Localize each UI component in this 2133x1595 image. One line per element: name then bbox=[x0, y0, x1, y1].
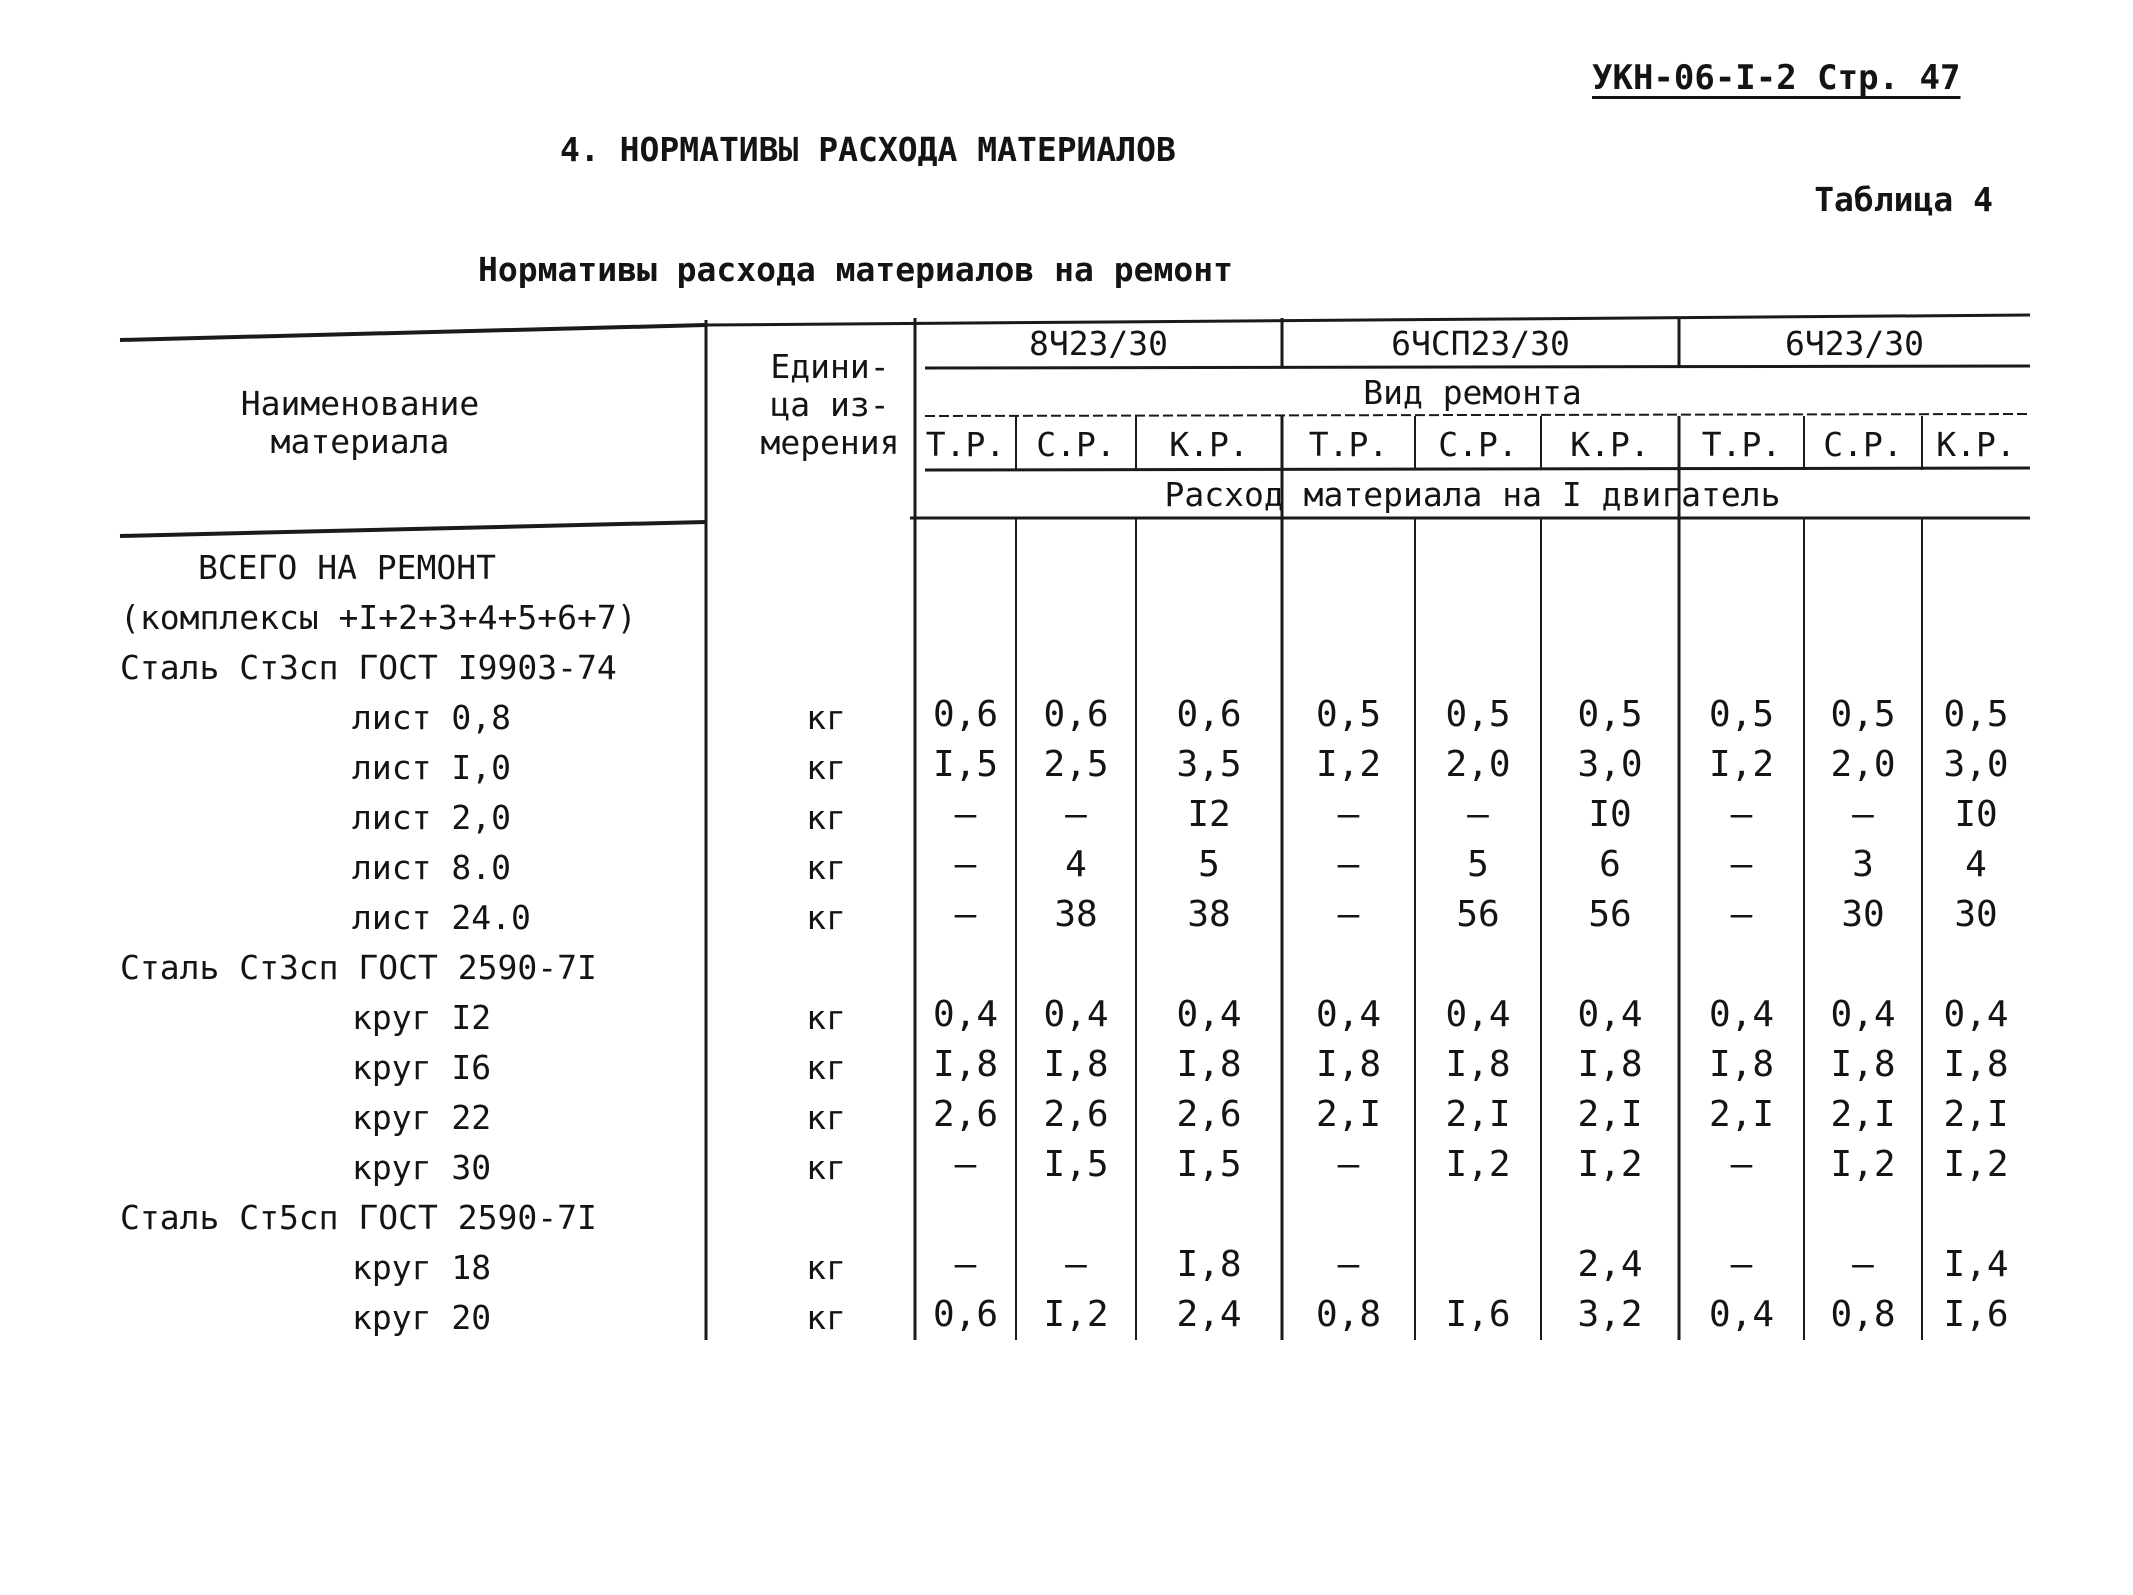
value-cell: I,8 bbox=[1176, 1044, 1242, 1085]
group-heading: (комплексы +I+2+3+4+5+6+7) bbox=[120, 598, 637, 637]
value-cell: 0,6 bbox=[1043, 694, 1109, 735]
value-cell: 2,0 bbox=[1830, 744, 1896, 785]
value-cell: – bbox=[1337, 1144, 1360, 1185]
value-cell: I0 bbox=[1588, 794, 1632, 835]
value-cell: – bbox=[1730, 794, 1753, 835]
value-cell: 30 bbox=[1954, 894, 1998, 935]
unit-cell: кг bbox=[806, 748, 846, 787]
value-cell: 0,5 bbox=[1315, 694, 1382, 735]
group-heading: Сталь Ст5сп ГОСТ 2590-7I bbox=[120, 1198, 597, 1237]
value-cell: 2,6 bbox=[1176, 1094, 1242, 1135]
material-name: круг 18 bbox=[352, 1248, 492, 1287]
repair-type-cell: С.Р. bbox=[1036, 425, 1116, 464]
value-cell: 0,6 bbox=[932, 1294, 999, 1335]
unit-cell: кг bbox=[806, 698, 846, 737]
value-cell: 38 bbox=[1187, 894, 1231, 935]
value-cell: – bbox=[954, 894, 977, 935]
value-cell: – bbox=[1337, 844, 1360, 885]
value-cell: 0,6 bbox=[1176, 694, 1242, 735]
value-cell: 2,4 bbox=[1577, 1244, 1643, 1285]
value-cell: I,8 bbox=[1043, 1044, 1109, 1085]
value-cell: – bbox=[1730, 894, 1753, 935]
value-cell: 0,6 bbox=[932, 694, 999, 735]
value-cell: 0,4 bbox=[1043, 994, 1109, 1035]
value-cell: I,8 bbox=[1315, 1044, 1382, 1085]
value-cell: 4 bbox=[1065, 844, 1087, 885]
value-cell: 0,5 bbox=[1943, 694, 2009, 735]
value-cell: – bbox=[1337, 894, 1360, 935]
value-cell: 5 bbox=[1198, 844, 1220, 885]
value-cell: – bbox=[1337, 1244, 1360, 1285]
value-cell: 0,4 bbox=[932, 994, 999, 1035]
value-cell: – bbox=[954, 794, 977, 835]
unit-cell: кг bbox=[806, 1298, 846, 1337]
document-code: УКН-06-I-2 Стр. 47 bbox=[1592, 58, 1961, 98]
value-cell: 2,0 bbox=[1445, 744, 1511, 785]
column-header-unit: Едини- ца из- мерения bbox=[760, 347, 900, 462]
value-cell: 2,I bbox=[1830, 1094, 1896, 1135]
table-title: Нормативы расхода материалов на ремонт bbox=[478, 250, 1233, 289]
value-cell: 2,6 bbox=[932, 1094, 999, 1135]
value-cell: I,2 bbox=[1830, 1144, 1896, 1185]
value-cell: 0,4 bbox=[1708, 1294, 1775, 1335]
repair-type-cell: Т.Р. bbox=[925, 425, 1006, 464]
value-cell: 2,I bbox=[1708, 1094, 1775, 1135]
engine-header-3: 6Ч23/30 bbox=[1784, 324, 1925, 363]
value-cell: 38 bbox=[1054, 894, 1098, 935]
repair-type-cell: Т.Р. bbox=[1701, 425, 1782, 464]
value-cell: 0,4 bbox=[1943, 994, 2009, 1035]
unit-cell: кг bbox=[806, 1098, 846, 1137]
value-cell: – bbox=[1467, 794, 1489, 835]
value-cell: 2,I bbox=[1943, 1094, 2009, 1135]
value-cell: – bbox=[954, 1144, 977, 1185]
value-cell: 0,4 bbox=[1445, 994, 1511, 1035]
material-name: круг I6 bbox=[352, 1048, 492, 1087]
material-name: лист 8.0 bbox=[352, 848, 511, 887]
material-name: круг I2 bbox=[352, 998, 492, 1037]
value-cell: I,8 bbox=[1445, 1044, 1511, 1085]
group-heading: Сталь Ст3сп ГОСТ 2590-7I bbox=[120, 948, 597, 987]
value-cell: 3,0 bbox=[1943, 744, 2009, 785]
value-cell: – bbox=[1852, 794, 1874, 835]
value-cell: I,8 bbox=[1176, 1244, 1242, 1285]
value-cell: I,8 bbox=[932, 1044, 999, 1085]
section-title: 4. НОРМАТИВЫ РАСХОДА МАТЕРИАЛОВ bbox=[560, 130, 1176, 169]
value-cell: – bbox=[1852, 1244, 1874, 1285]
value-cell: 2,I bbox=[1577, 1094, 1643, 1135]
unit-cell: кг bbox=[806, 1148, 846, 1187]
value-cell: I,6 bbox=[1445, 1294, 1511, 1335]
value-cell: 0,4 bbox=[1708, 994, 1775, 1035]
value-cell: I2 bbox=[1187, 794, 1231, 835]
repair-type-header: Вид ремонта bbox=[1363, 373, 1582, 412]
value-cell: I,5 bbox=[1043, 1144, 1109, 1185]
value-cell: – bbox=[954, 1244, 977, 1285]
value-cell: – bbox=[1065, 1244, 1087, 1285]
value-cell: 2,5 bbox=[1043, 744, 1109, 785]
unit-cell: кг bbox=[806, 1248, 846, 1287]
value-cell: 3,5 bbox=[1176, 744, 1242, 785]
unit-cell: кг bbox=[806, 1048, 846, 1087]
value-cell: 0,4 bbox=[1830, 994, 1896, 1035]
value-cell: I,2 bbox=[1315, 744, 1382, 785]
unit-cell: кг bbox=[806, 798, 846, 837]
value-cell: I,2 bbox=[1577, 1144, 1643, 1185]
material-name: лист I,0 bbox=[352, 748, 511, 787]
value-cell: 30 bbox=[1841, 894, 1885, 935]
consumption-header: Расход материала на I двигатель bbox=[1164, 475, 1781, 514]
value-cell: – bbox=[1065, 794, 1087, 835]
table-label: Таблица 4 bbox=[1814, 180, 1993, 219]
repair-type-cell: С.Р. bbox=[1438, 425, 1518, 464]
value-cell: I,8 bbox=[1830, 1044, 1896, 1085]
repair-type-cell: Т.Р. bbox=[1308, 425, 1389, 464]
value-cell: 3,2 bbox=[1577, 1294, 1643, 1335]
repair-type-cell: К.Р. bbox=[1936, 425, 2016, 464]
value-cell: 2,6 bbox=[1043, 1094, 1109, 1135]
material-name: круг 30 bbox=[352, 1148, 492, 1187]
repair-type-cell: К.Р. bbox=[1570, 425, 1650, 464]
value-cell: I,8 bbox=[1708, 1044, 1775, 1085]
value-cell: 0,4 bbox=[1176, 994, 1242, 1035]
value-cell: 3 bbox=[1852, 844, 1874, 885]
value-cell: I,5 bbox=[932, 744, 999, 785]
material-name: круг 20 bbox=[352, 1298, 492, 1337]
material-name: круг 22 bbox=[352, 1098, 492, 1137]
value-cell: 56 bbox=[1456, 894, 1500, 935]
value-cell: I,2 bbox=[1708, 744, 1775, 785]
value-cell: 0,5 bbox=[1830, 694, 1896, 735]
group-heading: Сталь Ст3сп ГОСТ I9903-74 bbox=[120, 648, 617, 687]
value-cell: 2,I bbox=[1315, 1094, 1382, 1135]
value-cell: 0,5 bbox=[1577, 694, 1643, 735]
value-cell: I,4 bbox=[1943, 1244, 2009, 1285]
value-cell: 2,I bbox=[1445, 1094, 1511, 1135]
engine-header-1: 8Ч23/30 bbox=[1028, 324, 1169, 363]
value-cell: I,2 bbox=[1943, 1144, 2009, 1185]
unit-cell: кг bbox=[806, 998, 846, 1037]
group-heading: ВСЕГО НА РЕМОНТ bbox=[198, 548, 497, 587]
value-cell: I,2 bbox=[1043, 1294, 1109, 1335]
value-cell: – bbox=[1337, 794, 1360, 835]
value-cell: I,8 bbox=[1577, 1044, 1643, 1085]
material-name: лист 24.0 bbox=[352, 898, 531, 937]
value-cell: I,8 bbox=[1943, 1044, 2009, 1085]
value-cell: 5 bbox=[1467, 844, 1489, 885]
value-cell: 0,5 bbox=[1708, 694, 1775, 735]
repair-type-cell: С.Р. bbox=[1823, 425, 1903, 464]
engine-header-2: 6ЧСП23/30 bbox=[1391, 324, 1570, 363]
value-cell: – bbox=[954, 844, 977, 885]
column-header-name: Наименование материала bbox=[240, 384, 480, 461]
value-cell: I,5 bbox=[1176, 1144, 1242, 1185]
material-name: лист 2,0 bbox=[352, 798, 511, 837]
value-cell: 2,4 bbox=[1176, 1294, 1242, 1335]
value-cell: 0,8 bbox=[1830, 1294, 1896, 1335]
value-cell: 0,4 bbox=[1315, 994, 1382, 1035]
value-cell: 0,8 bbox=[1315, 1294, 1382, 1335]
material-name: лист 0,8 bbox=[352, 698, 511, 737]
unit-cell: кг bbox=[806, 898, 846, 937]
value-cell: I,2 bbox=[1445, 1144, 1511, 1185]
value-cell: – bbox=[1730, 1144, 1753, 1185]
value-cell: 0,4 bbox=[1577, 994, 1643, 1035]
value-cell: – bbox=[1730, 1244, 1753, 1285]
unit-cell: кг bbox=[806, 848, 846, 887]
value-cell: I,6 bbox=[1943, 1294, 2009, 1335]
value-cell: 6 bbox=[1599, 844, 1621, 885]
value-cell: 56 bbox=[1588, 894, 1632, 935]
value-cell: I0 bbox=[1954, 794, 1998, 835]
repair-type-cell: К.Р. bbox=[1169, 425, 1249, 464]
value-cell: 3,0 bbox=[1577, 744, 1643, 785]
value-cell: – bbox=[1730, 844, 1753, 885]
value-cell: 0,5 bbox=[1445, 694, 1511, 735]
value-cell: 4 bbox=[1965, 844, 1987, 885]
